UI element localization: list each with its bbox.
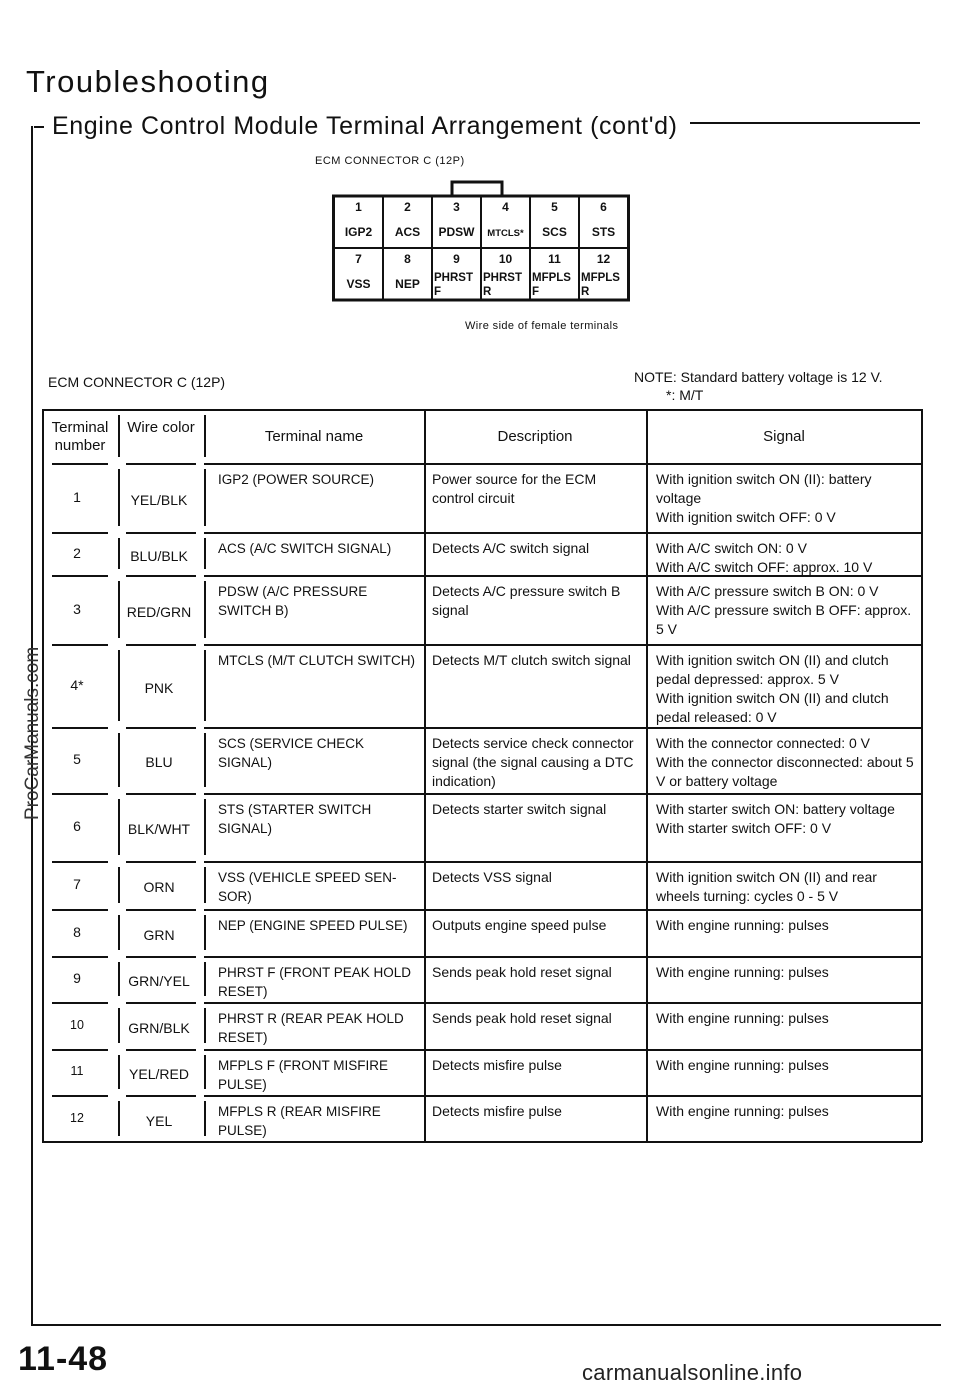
table-column-separator — [204, 962, 206, 996]
connector-terminal-name: NEP — [395, 277, 420, 291]
table-row-separator — [52, 861, 108, 863]
terminal-number-cell: 9 — [73, 970, 81, 986]
description-cell: Sends peak hold reset signal — [432, 1010, 612, 1026]
connector-terminal-name: SCS — [542, 225, 567, 239]
connector-lock-tab — [452, 182, 502, 196]
table-row-separator — [204, 532, 922, 534]
terminal-number-cell: 1 — [73, 488, 81, 505]
table-row-separator — [126, 861, 196, 863]
signal-cell: With ignition switch ON (II) and clutch pedal depressed: approx. 5 V With ignition switch ON (II) and clutch pedal released: 0 V — [656, 652, 889, 725]
wire-color-cell: ORN — [143, 879, 175, 895]
terminal-table — [42, 409, 922, 1142]
terminal-name-cell: MFPLS F (FRONT MISFIRE PULSE) — [218, 1058, 389, 1092]
header-wire-color: Wire color — [127, 419, 195, 436]
wire-side-note: Wire side of female terminals — [465, 320, 619, 332]
page-number: 11-48 — [18, 1340, 109, 1378]
terminal-name-cell: MTCLS (M/T CLUTCH SWITCH) — [218, 653, 415, 668]
connector-terminal-number: 4 — [502, 200, 509, 214]
table-row-separator — [126, 727, 196, 729]
description-cell: Detects starter switch signal — [432, 801, 607, 817]
note-voltage: NOTE: Standard battery voltage is 12 V. — [634, 369, 883, 385]
table-row-separator — [204, 1049, 922, 1051]
terminal-name-cell: ACS (A/C SWITCH SIGNAL) — [218, 541, 392, 556]
description-cell: Detects misfire pulse — [432, 1103, 562, 1119]
wire-color-cell: GRN — [143, 926, 175, 943]
terminal-number-cell: 5 — [73, 751, 81, 767]
table-row-separator — [204, 644, 922, 646]
connector-terminal-number: 3 — [453, 200, 460, 214]
wire-color-cell: YEL/BLK — [130, 491, 188, 508]
terminal-name-cell: PHRST F (FRONT PEAK HOLD RESET) — [218, 965, 412, 999]
description-cell: Outputs engine speed pulse — [432, 917, 607, 933]
terminal-number-cell: 12 — [70, 1110, 84, 1125]
signal-cell: With engine running: pulses — [656, 1057, 829, 1073]
description-cell: Sends peak hold reset signal — [432, 964, 612, 980]
wire-color-cell: YEL — [145, 1112, 173, 1129]
description-cell: Power source for the ECM control circuit — [432, 471, 597, 506]
connector-terminal-name: MFPLS — [532, 272, 571, 284]
table-column-separator — [204, 650, 206, 721]
connector-diagram — [332, 180, 632, 304]
table-column-separator — [424, 409, 426, 1142]
table-row-separator — [52, 644, 108, 646]
signal-cell: With engine running: pulses — [656, 1103, 829, 1119]
signal-cell: With A/C switch ON: 0 V With A/C switch OFF: approx. 10 V — [656, 540, 873, 575]
terminal-number-cell: 6 — [73, 818, 81, 834]
table-row-separator — [126, 1002, 196, 1004]
connector-terminal-name: IGP2 — [344, 225, 373, 239]
table-row-separator — [126, 793, 196, 795]
description-cell: Detects A/C switch signal — [432, 540, 590, 556]
terminal-number-cell: 10 — [70, 1017, 84, 1032]
connector-terminal-name: PHRST — [434, 272, 473, 284]
terminal-number-cell: 7 — [73, 876, 81, 892]
connector-terminal-number: 5 — [551, 200, 558, 214]
table-row-separator — [52, 1002, 108, 1004]
connector-terminal-number: 7 — [355, 252, 362, 266]
table-row-separator — [52, 793, 108, 795]
table-row-separator — [126, 463, 196, 465]
terminal-number-cell: 8 — [73, 923, 81, 940]
table-border-top — [42, 409, 922, 411]
terminal-number-cell: 2 — [73, 544, 81, 561]
table-border-bottom — [42, 1141, 922, 1143]
terminal-name-cell: PDSW (A/C PRESSURE SWITCH B) — [218, 584, 368, 618]
signal-cell: With starter switch ON: battery voltage With starter switch OFF: 0 V — [656, 801, 895, 836]
table-row-separator — [204, 727, 922, 729]
table-column-separator — [204, 581, 206, 638]
table-column-separator — [204, 733, 206, 787]
table-row-separator — [52, 1049, 108, 1051]
terminal-name-cell: SCS (SERVICE CHECK SIGNAL) — [218, 736, 365, 770]
table-column-separator — [646, 409, 648, 1142]
connector-terminal-name: MFPLS — [581, 272, 620, 284]
connector-terminal-suffix: R — [483, 286, 492, 298]
side-watermark: ProCarManuals.com — [22, 646, 43, 820]
signal-cell: With engine running: pulses — [656, 964, 829, 980]
description-cell: Detects VSS signal — [432, 869, 552, 885]
table-row-separator — [52, 956, 108, 958]
subtitle-rule-left — [34, 126, 44, 128]
terminal-name-cell: STS (STARTER SWITCH SIGNAL) — [218, 802, 372, 836]
signal-cell: With engine running: pulses — [656, 917, 829, 933]
table-row-separator — [126, 956, 196, 958]
connector-terminal-suffix: F — [532, 286, 540, 298]
table-column-separator — [204, 469, 206, 526]
connector-terminal-number: 1 — [355, 200, 362, 214]
connector-terminal-number: 8 — [404, 252, 411, 266]
wire-color-cell: BLU/BLK — [130, 547, 188, 564]
header-description: Description — [497, 428, 573, 445]
table-caption: ECM CONNECTOR C (12P) — [48, 374, 226, 390]
header-terminal-number: Terminal number — [51, 419, 109, 454]
table-column-separator — [204, 915, 206, 950]
table-row-separator — [126, 909, 196, 911]
table-column-separator — [204, 1055, 206, 1089]
wire-color-cell: PNK — [144, 679, 174, 696]
signal-cell: With engine running: pulses — [656, 1010, 829, 1026]
footer-watermark: carmanualsonline.info — [582, 1360, 803, 1385]
signal-cell: With the connector connected: 0 V With the connector disconnected: about 5 V or battery voltage — [656, 735, 914, 789]
terminal-number-cell: 11 — [70, 1064, 84, 1078]
connector-terminal-name: VSS — [346, 277, 371, 291]
table-row-separator — [204, 463, 922, 465]
table-column-separator — [204, 1101, 206, 1136]
connector-terminal-name: STS — [591, 225, 616, 239]
table-row-separator — [204, 793, 922, 795]
table-row-separator — [204, 909, 922, 911]
connector-terminal-number: 11 — [548, 252, 561, 266]
terminal-name-cell: IGP2 (POWER SOURCE) — [218, 472, 375, 487]
table-row-separator — [52, 727, 108, 729]
page-frame-bottom — [31, 1324, 941, 1326]
signal-cell: With A/C pressure switch B ON: 0 V With A/C pressure switch B OFF: approx. 5 V — [656, 583, 912, 637]
connector-cells — [334, 196, 628, 300]
table-row-separator — [126, 1049, 196, 1051]
connector-terminal-number: 6 — [600, 200, 607, 214]
table-row-separator — [126, 1095, 196, 1097]
table-column-separator — [204, 867, 206, 903]
connector-diagram-caption: ECM CONNECTOR C (12P) — [315, 155, 465, 167]
wire-color-cell: RED/GRN — [126, 603, 192, 620]
connector-terminal-number: 10 — [498, 252, 513, 266]
header-terminal-name: Terminal name — [264, 428, 364, 445]
wire-color-cell: BLU — [145, 754, 173, 770]
table-column-separator — [204, 1008, 206, 1043]
table-column-separator — [204, 799, 206, 855]
connector-terminal-suffix: F — [434, 286, 442, 298]
table-row-separator — [204, 1095, 922, 1097]
description-cell: Detects misfire pulse — [432, 1057, 562, 1073]
wire-color-cell: YEL/RED — [129, 1066, 189, 1082]
table-row-separator — [52, 909, 108, 911]
table-row-separator — [204, 861, 922, 863]
connector-terminal-name: PDSW — [438, 225, 475, 239]
description-cell: Detects service check connector signal (the signal causing a DTC indication) — [432, 735, 634, 789]
connector-terminal-name: PHRST — [483, 272, 522, 284]
connector-terminal-name: MTCLS* — [487, 228, 524, 239]
wire-color-cell: GRN/YEL — [128, 973, 190, 989]
terminal-name-cell: MFPLS R (REAR MISFIRE PULSE) — [218, 1104, 381, 1138]
description-cell: Detects M/T clutch switch signal — [432, 652, 631, 668]
table-row-separator — [52, 463, 108, 465]
terminal-number-cell: 3 — [73, 600, 81, 617]
table-row-separator — [204, 1002, 922, 1004]
description-cell: Detects A/C pressure switch B signal — [432, 583, 621, 618]
table-row-separator — [204, 956, 922, 958]
table-row-separator — [52, 1095, 108, 1097]
wire-color-cell: BLK/WHT — [127, 821, 191, 837]
connector-terminal-suffix: R — [581, 286, 590, 298]
signal-cell: With ignition switch ON (II) and rear wheels turning: cycles 0 - 5 V — [656, 869, 877, 904]
table-column-separator — [204, 538, 206, 569]
terminal-name-cell: VSS (VEHICLE SPEED SEN-SOR) — [218, 870, 397, 904]
terminal-number-cell: 4* — [70, 676, 84, 693]
table-row-separator — [52, 532, 108, 534]
section-subtitle: Engine Control Module Terminal Arrangement (cont'd) — [52, 112, 678, 140]
signal-cell: With ignition switch ON (II): battery voltage With ignition switch OFF: 0 V — [656, 471, 872, 525]
table-row-separator — [126, 575, 196, 577]
connector-terminal-number: 12 — [596, 252, 611, 266]
table-row-separator — [52, 575, 108, 577]
terminal-name-cell: NEP (ENGINE SPEED PULSE) — [218, 918, 408, 933]
connector-terminal-name: ACS — [394, 225, 421, 239]
subtitle-rule-right — [690, 122, 920, 124]
note-asterisk: *: M/T — [666, 387, 704, 403]
terminal-name-cell: PHRST R (REAR PEAK HOLD RESET) — [218, 1011, 404, 1045]
wire-color-cell: GRN/BLK — [128, 1019, 190, 1036]
connector-terminal-number: 9 — [453, 252, 460, 266]
table-border-right — [921, 409, 923, 1142]
connector-terminal-number: 2 — [404, 200, 411, 214]
header-signal: Signal — [763, 428, 805, 445]
table-row-separator — [126, 532, 196, 534]
table-row-separator — [126, 644, 196, 646]
page-title: Troubleshooting — [26, 64, 270, 99]
